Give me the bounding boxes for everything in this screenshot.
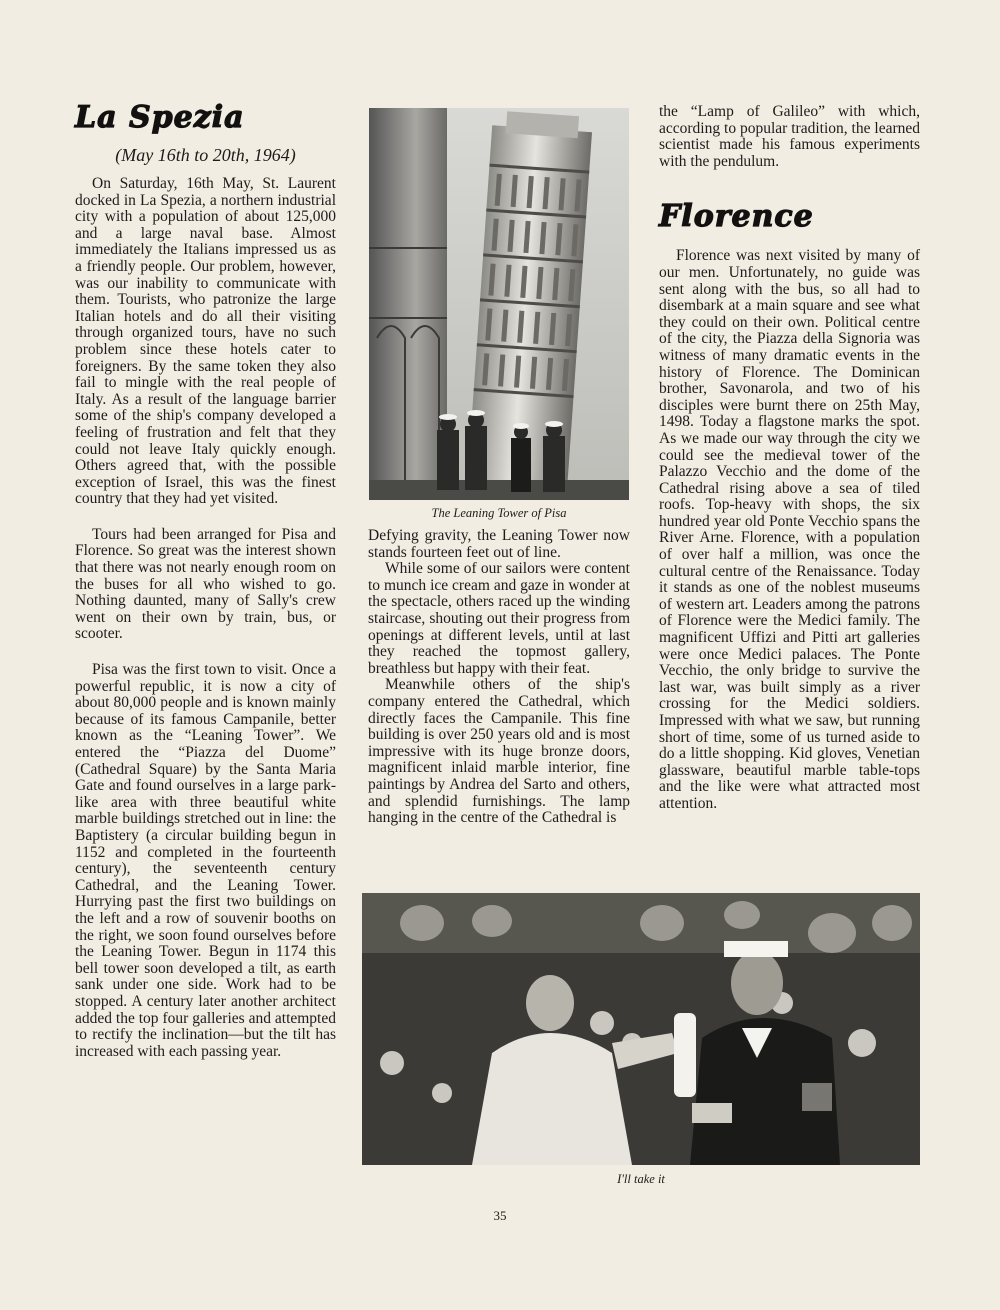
la-spezia-heading: La Spezia (75, 100, 245, 135)
middle-column (368, 528, 630, 827)
souvenir-booth-photo (362, 893, 920, 1165)
la-spezia-paragraph-1: On Saturday, 16th May, St. Laurent docked in La Spezia, a northern industrial city with a population of about 125,000 and a large naval base. Almost immediately the Italians impressed us as a friendly people. Our problem, however, was our inability to communicate with them. Tourists, who patronize the large Italian hotels and do all their visiting through organized tours, have no such problem since these hotels cater to foreigners. By the same token they also fail to mingle with the real people of Italy. As a result of the language barrier some of the ship's company developed a feeling of frustration and felt that they could not leave Italy quickly enough. Others agreed that, with the possible exception of Israel, this was the finest country that they had yet visited. (75, 175, 336, 508)
la-spezia-paragraph-2: Tours had been arranged for Pisa and Florence. So great was the interest shown that there was not nearly enough room on the buses for all who wished to go. Nothing daunted, many of Sally's crew went on their own by train, bus, or scooter. (75, 525, 336, 643)
leaning-tower-caption: The Leaning Tower of Pisa (431, 506, 567, 520)
middle-paragraph-3: Meanwhile others of the ship's company entered the Cathedral, which directly faces the Campanile. This fine building is over 250 years old and is most impressive with its huge bronze doors, magnificent inlaid marble interior, fine paintings by Andrea del Sarto and others, and splendid furnishings. The lamp hanging in the centre of the Cathedral is (368, 676, 630, 827)
la-spezia-dates: (May 16th to 20th, 1964) (115, 145, 296, 165)
florence-paragraph: Florence was next visited by many of our men. Unfortunately, no guide was sent along with the bus, so all had to disembark at a main square and see what they could on their own. Political centre of the city, the Piazza della Signoria was witness of many dramatic events in the history of Florence. The Dominican brother, Savonarola, and two of his disciples were burnt there on 25th May, 1498. Today a flagstone marks the spot. As we made our way through the city we could see the medieval tower of the Palazzo Vecchio and the dome of the Cathedral rising above a sea of tiled roofs. Top-heavy with shops, the six hundred year old Ponte Vecchio spans the River Arne. Florence, with a population of over half a million, was once the cultural centre of the Renaissance. Today it stands as one of the noblest museums of western art. Leaders among the patrons of Florence were the Medici family. The magnificent Uffizi and Pitti art galleries were once Medici palaces. The Ponte Vecchio, the only bridge to survive the last war, was built simply as a river crossing for the Medici soldiers. Impressed with what we saw, but running short of time, some of us turned aside to do a little shopping. Kid gloves, Venetian glassware, beautiful marble table-tops and the like were what attracted most attention. (659, 247, 920, 812)
leaning-tower-photo (369, 108, 629, 500)
leaning-tower-image (369, 108, 629, 500)
page-number: 35 (493, 1208, 507, 1223)
souvenir-booth-image (362, 893, 920, 1165)
souvenir-booth-caption: I'll take it (617, 1172, 665, 1186)
middle-paragraph-1: Defying gravity, the Leaning Tower now stands fourteen feet out of line. (368, 527, 630, 561)
florence-heading: Florence (659, 199, 814, 235)
left-column (75, 100, 336, 1060)
pisa-paragraph: Pisa was the first town to visit. Once a powerful republic, it is now a city of about 80,000 people and is known mainly because of its famous Campanile, better known as the “Leaning Tower”. We entered the “Piazza del Duome” (Cathedral Square) by the Santa Maria Gate and found ourselves in a large park-like area with three beautiful white marble buildings stretched out in line: the Baptistery (a circular building begun in 1152 and completed in the fourteenth century), the seventeenth century Cathedral, and the Leaning Tower. Hurrying past the first two buildings on the left and a row of souvenir booths on the right, we soon found ourselves before the Leaning Tower. Begun in 1174 this bell tower soon developed a tilt, as earth sank under one side. Work had to be stopped. A century later another architect added the top four galleries and attempted to rectify the inclination—but the tilt has increased with each passing year. (75, 661, 336, 1060)
middle-paragraph-2: While some of our sailors were content to munch ice cream and gaze in wonder at the spectacle, others raced up the winding staircase, shouting out their progress from openings at different levels, until at last they reached the topmost gallery, breathless but happy with their feat. (368, 560, 630, 677)
galileo-paragraph: the “Lamp of Galileo” with which, according to popular tradition, the learned scientist made his famous experiments with the pendulum. (659, 103, 920, 170)
right-column (659, 104, 920, 813)
